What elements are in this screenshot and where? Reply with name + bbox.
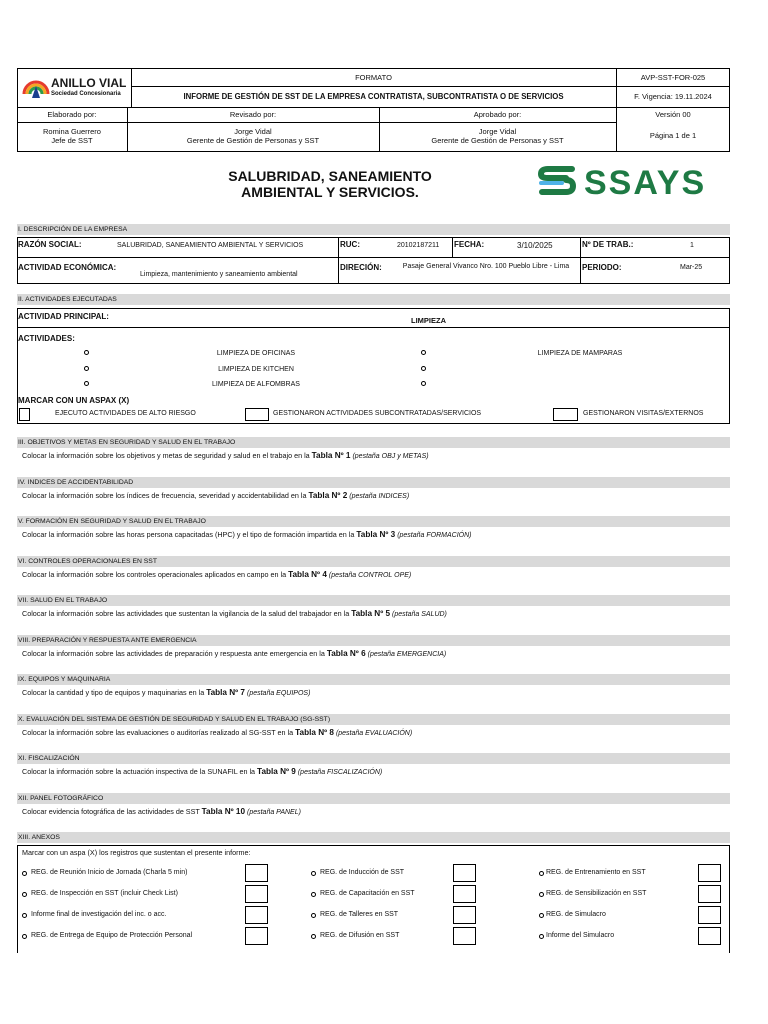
ruc-label: RUC: — [340, 240, 360, 249]
section-11-note: Colocar la información sobre la actuación inspectiva de la SUNAFIL en la Tabla Nº 9 (pestaña FISCALIZACIÓN) — [22, 767, 383, 776]
marcar-label: MARCAR CON UN ASPAX (X) — [18, 396, 130, 405]
visitas-label: GESTIONARON VISITAS/EXTERNOS — [583, 410, 704, 417]
revisado-name: Jorge Vidal — [234, 127, 272, 136]
anexo-col3-1-checkbox[interactable] — [698, 864, 721, 882]
alto-riesgo-checkbox[interactable] — [19, 408, 30, 421]
bullet-icon — [22, 913, 27, 918]
elaborado-name: Romina Guerrero — [43, 127, 101, 136]
bullet-icon — [84, 381, 89, 386]
anexo-col2-4-checkbox[interactable] — [453, 927, 476, 945]
anexo-col2-4: REG. de Difusión en SST — [320, 932, 400, 939]
bullet-icon — [539, 934, 544, 939]
bullet-icon — [22, 871, 27, 876]
bullet-icon — [311, 934, 316, 939]
activity-left-2: LIMPIEZA DE KITCHEN — [218, 366, 294, 373]
subcontratadas-label: GESTIONARON ACTIVIDADES SUBCONTRATADAS/SERVICIOS — [273, 410, 482, 417]
anexo-col2-2: REG. de Capacitación en SST — [320, 890, 415, 897]
section-1-header: I. DESCRIPCIÓN DE LA EMPRESA — [17, 224, 730, 235]
form-title: INFORME DE GESTIÓN DE SST DE LA EMPRESA CONTRATISTA, SUBCONTRATISTA O DE SERVICIOS — [183, 92, 564, 101]
anexo-col2-1-checkbox[interactable] — [453, 864, 476, 882]
principal-label: ACTIVIDAD PRINCIPAL: — [18, 312, 109, 321]
section-7-note: Colocar la información sobre las actividades que sustentan la vigilancia de la salud del trabajador en la Tabla Nº 5 (pestaña SALUD) — [22, 609, 447, 618]
fecha-value: 3/10/2025 — [517, 241, 553, 250]
bullet-icon — [539, 892, 544, 897]
anexo-col3-4: Informe del Simulacro — [546, 932, 615, 939]
bullet-icon — [539, 913, 544, 918]
section-4-header: IV. INDICES DE ACCIDENTABILIDAD — [17, 477, 730, 488]
section-6-header: VI. CONTROLES OPERACIONALES EN SST — [17, 556, 730, 567]
anexo-col1-4: REG. de Entrega de Equipo de Protección Personal — [31, 932, 193, 939]
anexo-col1-2: REG. de Inspección en SST (incluir Check List) — [31, 890, 178, 897]
section-13-header: XIII. ANEXOS — [17, 832, 730, 843]
section-7-header: VII. SALUD EN EL TRABAJO — [17, 595, 730, 606]
ssays-brand: SSAYS — [584, 164, 707, 202]
anexo-col1-1-checkbox[interactable] — [245, 864, 268, 882]
trab-value: 1 — [690, 242, 694, 249]
bullet-icon — [311, 913, 316, 918]
actividades-label: ACTIVIDADES: — [18, 334, 75, 343]
periodo-value: Mar-25 — [680, 264, 703, 271]
aprobado-role: Gerente de Gestión de Personas y SST — [431, 136, 564, 145]
formato-label: FORMATO — [355, 73, 392, 82]
bullet-icon — [421, 366, 426, 371]
razon-value: SALUBRIDAD, SANEAMIENTO AMBIENTAL Y SERVICIOS — [117, 242, 304, 249]
page-number: Página 1 de 1 — [649, 131, 697, 140]
anexo-col1-3-checkbox[interactable] — [245, 906, 268, 924]
periodo-label: PERIODO: — [582, 263, 622, 272]
anexo-col2-3: REG. de Talleres en SST — [320, 911, 399, 918]
bullet-icon — [84, 366, 89, 371]
section-12-header: XII. PANEL FOTOGRÁFICO — [17, 793, 730, 804]
anexo-col2-1: REG. de Inducción de SST — [320, 869, 405, 876]
anexo-col1-1: REG. de Reunión Inicio de Jornada (Charla 5 min) — [31, 869, 188, 876]
bullet-icon — [421, 350, 426, 355]
ruc-value: 20102187211 — [397, 242, 440, 249]
bullet-icon — [421, 381, 426, 386]
anexo-col3-4-checkbox[interactable] — [698, 927, 721, 945]
anexo-col3-2: REG. de Sensibilización en SST — [546, 890, 647, 897]
actividad-label: ACTIVIDAD ECONÓMICA: — [18, 263, 117, 272]
section-4-note: Colocar la información sobre los índices de frecuencia, severidad y accidentabilidad en la Tabla Nº 2 (pestaña INDICES) — [22, 491, 410, 500]
razon-label: RAZÓN SOCIAL: — [18, 240, 82, 249]
anexo-col3-3: REG. de Simulacro — [546, 911, 606, 918]
bullet-icon — [22, 934, 27, 939]
section-10-note: Colocar la información sobre las evaluaciones o auditorías realizado al SG-SST en la Tabla Nº 8 (pestaña EVALUACIÓN) — [22, 728, 413, 737]
bullet-icon — [84, 350, 89, 355]
revisado-role: Gerente de Gestión de Personas y SST — [186, 136, 320, 145]
subcontratadas-checkbox[interactable] — [245, 408, 269, 421]
company-title-line2: AMBIENTAL Y SERVICIOS. — [241, 184, 419, 200]
section-9-note: Colocar la cantidad y tipo de equipos y maquinarias en la Tabla Nº 7 (pestaña EQUIPOS) — [22, 688, 311, 697]
activity-right-1: LIMPIEZA DE MAMPARAS — [537, 350, 623, 357]
alto-riesgo-label: EJECUTO ACTIVIDADES DE ALTO RIESGO — [55, 410, 196, 417]
anexos-intro: Marcar con un aspa (X) los registros que sustentan el presente informe: — [22, 848, 251, 857]
bullet-icon — [311, 892, 316, 897]
logo-name: ANILLO VIAL — [51, 76, 127, 90]
section-10-header: X. EVALUACIÓN DEL SISTEMA DE GESTIÓN DE SEGURIDAD Y SALUD EN EL TRABAJO (SG-SST) — [17, 714, 730, 725]
revisado-label: Revisado por: — [229, 110, 277, 119]
visitas-checkbox[interactable] — [553, 408, 578, 421]
section-9-header: IX. EQUIPOS Y MAQUINARIA — [17, 674, 730, 685]
logo-sub: Sociedad Concesionaria — [51, 91, 121, 97]
form-vigencia: F. Vigencia: 19.11.2024 — [634, 92, 712, 101]
fecha-label: FECHA: — [454, 240, 485, 249]
section-3-note: Colocar la información sobre los objetivos y metas de seguridad y salud en el trabajo en la Tabla Nº 1 (pestaña OBJ y METAS) — [22, 451, 429, 460]
section-11-header: XI. FISCALIZACIÓN — [17, 753, 730, 764]
section-3-header: III. OBJETIVOS Y METAS EN SEGURIDAD Y SALUD EN EL TRABAJO — [17, 437, 730, 448]
elaborado-role: Jefe de SST — [51, 136, 93, 145]
section-6-note: Colocar la información sobre los controles operacionales aplicados en campo en la Tabla Nº 4 (pestaña CONTROL OPE) — [22, 570, 412, 579]
anexo-col2-3-checkbox[interactable] — [453, 906, 476, 924]
bullet-icon — [539, 871, 544, 876]
company-title-line1: SALUBRIDAD, SANEAMIENTO — [228, 168, 432, 184]
section-12-note: Colocar evidencia fotográfica de las actividades de SST Tabla Nº 10 (pestaña PANEL) — [22, 807, 301, 816]
elaborado-label: Elaborado por: — [47, 110, 97, 119]
direccion-value: Pasaje General Vivanco Nro. 100 Pueblo Libre - Lima — [402, 263, 570, 270]
actividad-value: Limpieza, mantenimiento y saneamiento ambiental — [140, 271, 298, 278]
aprobado-label: Aprobado por: — [473, 110, 522, 119]
ssays-logo-icon — [538, 163, 576, 203]
anexo-col1-4-checkbox[interactable] — [245, 927, 268, 945]
activity-left-1: LIMPIEZA DE OFICINAS — [216, 350, 296, 357]
direccion-label: DIRECIÓN: — [340, 263, 382, 272]
bullet-icon — [311, 871, 316, 876]
activities-table — [17, 308, 730, 424]
anillo-vial-logo — [22, 74, 128, 104]
anexo-col1-3: Informe final de investigación del inc. o acc. — [31, 911, 167, 918]
bullet-icon — [22, 892, 27, 897]
anexo-col3-1: REG. de Entrenamiento en SST — [546, 869, 646, 876]
anexo-col2-2-checkbox[interactable] — [453, 885, 476, 903]
aprobado-name: Jorge Vidal — [478, 127, 517, 136]
trab-label: Nº DE TRAB.: — [582, 240, 634, 249]
form-code: AVP-SST-FOR-025 — [640, 73, 706, 82]
section-2-header: II. ACTIVIDADES EJECUTADAS — [17, 294, 730, 305]
activity-left-3: LIMPIEZA DE ALFOMBRAS — [212, 381, 300, 388]
anexo-col3-3-checkbox[interactable] — [698, 906, 721, 924]
form-version: Versión 00 — [655, 110, 691, 119]
section-8-header: VIII. PREPARACIÓN Y RESPUESTA ANTE EMERGENCIA — [17, 635, 730, 646]
anexo-col3-2-checkbox[interactable] — [698, 885, 721, 903]
section-8-note: Colocar la información sobre las actividades de preparación y respuesta ante emergencia en la Tabla Nº 6 (pestaña EMERGENCIA) — [22, 649, 447, 658]
section-5-header: V. FORMACIÓN EN SEGURIDAD Y SALUD EN EL TRABAJO — [17, 516, 730, 527]
anexo-col1-2-checkbox[interactable] — [245, 885, 268, 903]
anillo-vial-logo-icon — [22, 74, 50, 100]
section-5-note: Colocar la información sobre las horas persona capacitadas (HPC) y el tipo de formación impartida en la Tabla Nº 3 (pestaña FORMACIÓN) — [22, 530, 472, 539]
principal-value: LIMPIEZA — [411, 316, 446, 325]
ssays-logo — [538, 162, 708, 204]
